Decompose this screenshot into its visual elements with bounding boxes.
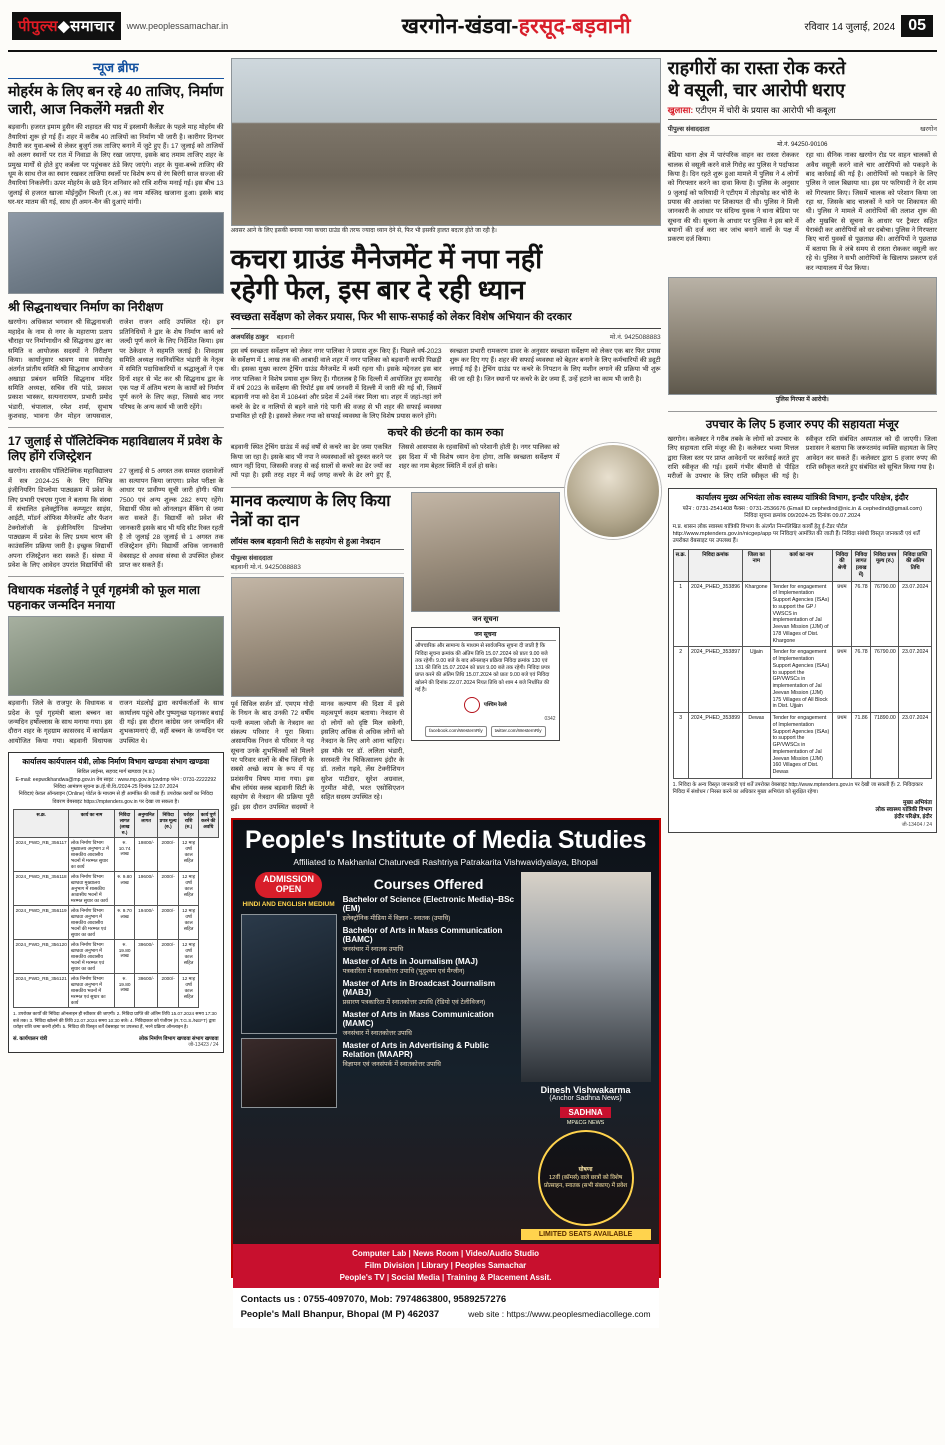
course-subtitle: जनसंचार में स्नातक उपाधि [342, 946, 404, 954]
pwd-line3: निविदाएं केवल ऑनलाइन (Online) पोर्टल के माध्यम से ही आमंत्रित की जाती हैं। उपरोक्त कार्यों का निविदा विवरण वेबसाइट https://mptenders.gov.in पर देखा जा सकता है। [18, 791, 213, 805]
ad-contact-phone[interactable]: Contacts us : 0755-4097070, Mob: 7974863800, 9589257276 [240, 1294, 507, 1306]
pwd-header-cell-6: कार्य पूर्ण करने की अवधि [198, 810, 218, 838]
phed-cell-work: Tender for engagement of Implementation Support Agencies (ISAs) to support the GP / VWSCS in implementation of Jal Jeevan Mission (JJM) of 178 Villages of Dist. Khargone [770, 581, 833, 647]
jan-suchna-body: औपचारिक और सामान्य के माध्यम से सार्वजनिक सूचना दी जाती है कि निविदा सूचना क्रमांक की अंतिम तिथि 15.07.2024 को प्रातः 9.00 बजे तक रहेगी। 9.00 बजे के बाद ऑनलाइन प्रक्रिया निविदा क्रमांक 130 एवं 131 की तिथि 15.07.2024 को प्रातः 9.00 बजे तक रहेगी। निविदा प्रपत्र प्राप्त करने की अंतिम तिथि 15.07.2024 को प्रातः 9.00 बजे एवं निविदा खोलने की दिनांक 22.07.2024 नियत तिथि को शाम 4 बजे निर्धारित की गई है। [415, 643, 550, 693]
phed-cell-no: 2024_PHED_353896 [688, 581, 742, 647]
right-body-col2: रहा था। सैनिक नाका खरगोन रोड पर वाहन चालकों से अवैध वसूली करने वाले चार आरोपियों को पकड़ने के बाद कार्रवाई की गई है। आरोपियों को पकड़ने के लिए पुलिस ने जाल बिछाया था। इस पर फरियादी ने देर शाम को गिरफ्तार किए। जिसमें चालक को परेशान किया जा रहा था, जिसके बाद चालकों ने थाने पर शिकायत की थी। पुलिस ने मामले में आरोपियों की तलाश शुरू की और मुखबिर से सूचना के आधार पर ट्रैक्टर सहित घेराबंदी कर आरोपियों को धर दबोचा। पुलिस ने गिरफ्तार किए चारों युवकों से पूछताछ की। आरोपियों ने पूछताछ में बताया कि वे लंबे समय से रास्ता रोककर वसूली कर रहे थे। पुलिस ने सभी आरोपियों के खिलाफ प्रकरण दर्ज कर न्यायालय में पेश किया। [805, 152, 937, 272]
limited-seats-badge: LIMITED SEATS AVAILABLE [521, 1229, 651, 1240]
phed-header-cell-1: निविदा क्रमांक [688, 549, 742, 581]
phed-header-cell-3: कार्य का नाम [770, 549, 833, 581]
pwd-cell-fee: 2000/- [157, 906, 178, 940]
garbage-photo-caption: अवसर आने के लिए इसकी बनाया गया कचरा ग्राउंड की तरफ ज्यादा ध्यान देने से, फिर भी इसकी हालत बदतर होते जा रही है। [230, 228, 497, 234]
logo-left-text: पीपुल्स [18, 18, 59, 35]
phed-office-line3: निविदा सूचना क्रमांक 09/2024-25 दिनांक 09.07.2024 [744, 513, 861, 520]
pwd-cell-emd: 12 माह वर्षा काल सहित [179, 872, 199, 906]
pwd-subtitle: सिविल लाईन्स, सहयद मार्ग खण्डवा (म.प्र.) [76, 769, 155, 776]
masthead-date-area [805, 15, 933, 37]
eye-byline-mobile: मो.नं. 9425088883 [250, 563, 301, 571]
phed-sign1: मुख्य अभियंता [903, 799, 932, 806]
pwd-cell-sn: 2024_PWD_RB_356120 [14, 940, 69, 974]
course-subtitle: प्रसारण पत्रकारिता में स्नातकोत्तर उपाधि (रेडियो एवं टेलीविजन) [342, 999, 486, 1007]
pwd-cell-fee: 2000/- [157, 838, 178, 872]
ad-affiliation: Affiliated to Makhanlal Chaturvedi Rashtriya Patrakarita Vishwavidyalaya, Bhopal [293, 857, 598, 868]
phed-intro: म.प्र. शासन लोक स्वास्थ्य यांत्रिकी विभाग के अंतर्गत निम्नलिखित कार्यों हेतु ई-टेंडर पोर्टल http://www.mptenders.gov.in/nicgep/app पर निविदाएं आमंत्रित की जाती हैं। निविदा संबंधी विस्तृत जानकारी एवं शर्तें उपरोक्त वेबसाइट पर उपलब्ध हैं। [672, 523, 920, 545]
right-headline-line1: राहगीरों का रास्ता रोक करते [667, 58, 846, 78]
page-number: 05 [901, 15, 933, 37]
masthead-website: www.peoplessamachar.in [126, 21, 229, 31]
course-item-3 [343, 979, 515, 1006]
ad-website[interactable]: web site : https://www.peoplesmediacollege.com [468, 1308, 651, 1319]
phed-cell-no: 2024_PHED_353897 [688, 647, 742, 713]
facilities-line2: Film Division | Library | Peoples Samachar [364, 1261, 527, 1271]
waste-sorting-photo [565, 443, 661, 539]
main-headline-line2: रहेगी फेल, इस बार दे रही ध्यान [230, 274, 525, 305]
left-story4-body: बड़वानी। जिले के राजपुर के विधायक व प्रदेश के पूर्व गृहमंत्री बाला बच्चन का जन्मदिन हर्षोल्लास के साथ मनाया गया। इस दौरान शहर के गृहग्राम कासरवद में कार्यक्रम आयोजित किया गया। बड़वानी विधायक राजन मंडलोई द्वारा कार्यकर्ताओं के साथ कार्यालय पहुंचे और पुष्पगुच्छ पहनाकर बधाई दी गई। इस दौरान कांग्रेस जन जन्मदिन की शुभकामनाएं दी, वहीं बच्चन के जन्मदिन पर उपस्थित थे। [8, 700, 224, 745]
right-story2-body: खरगोन। कलेक्टर ने गरीब तबके के लोगों को उपचार के लिए सहायता राशि मंजूर की है। कलेक्टर भव्या मित्तल द्वारा जिला स्तर पर प्राप्त आवेदनों पर कार्रवाई करते हुए राशि स्वीकृत की गई। इसमें गंभीर बीमारी से पीड़ित मरीजों के उपचार के लिए राशि स्वीकृत की गई है। स्वीकृत राशि संबंधित अस्पताल को दी जाएगी। जिला प्रशासन ने बताया कि जरूरतमंद व्यक्ति सहायता के लिए आवेदन कर सकते हैं। कलेक्टर द्वारा 5 हजार रुपए की राशि स्वीकृत करते हुए संबंधित को सूचित किया गया है। [667, 436, 937, 481]
campus-photo [241, 914, 337, 1034]
phed-cell-cost: 71.86 [851, 713, 871, 779]
course-name: Master of Arts in Journalism (MAJ) [342, 957, 478, 967]
facilities-line3: People's TV | Social Media | Training & Placement Assit. [339, 1273, 552, 1283]
right-story2-headline: उपचार के लिए 5 हजार रुपए की सहायता मंजूर [705, 418, 899, 431]
pwd-table-header-row [14, 810, 219, 838]
center-body-col2: बड़वानी स्थित ट्रेचिंग ग्राउंड में कई वर्षों से कचरे का ढेर जमा एकत्रित किया जा रहा है। इसके बाद भी नपा ने व्यवस्थाओं को दुरुस्त करने पर ध्यान नहीं दिया, जिसकी वजह से कई सालों से कचरे का ढेर ज्यों का त्यों पड़ा है। इसी तरह शहर में कई जगह कचरे के ढेर लगे हुए हैं, जिससे आसपास के रहवासियों को परेशानी होती है। नगर पालिका को इस दिशा में भी विशेष ध्यान देना होगा, ताकि स्वच्छता सर्वेक्षण में शहर का नाम बेहतर स्थिति में दर्ज हो सके। [230, 444, 560, 480]
phed-sign3: इंदौर परिक्षेत्र, इंदौर [894, 814, 932, 821]
course-item-1 [343, 926, 515, 953]
pwd-header-cell-2: निविदा लागत (लाख रु.) [114, 810, 135, 838]
phed-cell-date: 23.07.2024 [899, 647, 932, 713]
railway-social [415, 726, 555, 736]
pwd-notes: 1. उपरोक्त कार्यों की निविदा ऑनलाइन ही स्वीकार की जाएगी। 2. निविदा प्राप्ति की अंतिम तिथि 15.07.2024 समय 17:30 बजे तक। 3. निविदा खोलने की तिथि 22.07.2024 समय 10:30 बजे। 4. निविदाकार को पंजीयन (R.T.G.S./NEFT) द्वारा धरोहर राशि जमा करनी होगी। 5. निविदा की विस्तृत शर्तें वेबसाइट पर उपलब्ध हैं, भरने प्रक्रिया ऑनलाइन है। [13, 1011, 217, 1030]
pwd-header-cell-5: धरोहर राशि (रु.) [179, 810, 199, 838]
left-story1-body: बड़वानी। हजरत इमाम हुसैन की शहादत की याद में इस्लामी कैलेंडर के पहले माह मोहर्रम की तैयारियां शुरू हो गई हैं। शहर में करीब 40 ताजियों का निर्माण भी जारी है। कारीगर दिनभर तैयारी कर युवा-बच्चे से लेकर बुजुर्ग तक ताजिए बनाने में जुटे हुए हैं। 17 जुलाई को ताजियों को अलग स्थानों पर रात में निवाडा के लिए रखा जाएगा, इसके बाद तमाम ताजिए शहर के प्रमुख मार्गों से होते हुए कर्बला पर पहुंचकर ठंडे किए जाएंगे। शहर के युवा-बच्चे ताजिए की धूम के साथ रोज का स्थान रखकर ताजिया स्थलों पर विशेष रूप से रंग बिरंगी साज सज्जा की तैयारियां निकलेगी। ऊपर मोहर्रम के छठे दिन शनिवार को रात्रि शरीफ मनाई गई। इस बीच 13 जुलाई से हजरत खाजा मोईनुद्दीन चिश्ती (र.अ.) का नाम मस्जिद खजाना हुआ। इसके बाद घर-घर मातम की गई, साथ ही अमन-चैन की दुआएं मांगी। [8, 124, 224, 207]
accused-photo [668, 277, 937, 395]
eye-story-subheadline: लॉयंस क्लब बड़वानी सिटी के सहयोग से हुआ नेत्रदान [231, 536, 405, 550]
phed-cell-work: Tender for engagement of Implementation Support Agencies (ISAs) to support the GP/VWSCs in implementation of Jal Jeevan Mission (JJM) 175 Villages of All Block in Dist. Ujjain [770, 647, 833, 713]
phed-office-line2: फोन : 0731-2541408 फैक्स : 0731-2536676 (Email ID cephedind@nic.in & cephedind@gmail.com) [682, 506, 922, 513]
phed-cell-cat: प्रथम [833, 713, 852, 779]
admission-label: ADMISSION [263, 874, 315, 885]
phed-cell-sn: 2 [673, 647, 688, 713]
pwd-cell-cost: रु. 9.80 लाख [114, 872, 135, 906]
course-item-2 [343, 957, 515, 975]
right-byline [668, 124, 937, 136]
pwd-code: जी-13423 / 24 [188, 1042, 219, 1049]
facilities-line1: Computer Lab | News Room | Video/Audio Studio [352, 1249, 540, 1259]
edition-title [402, 12, 631, 40]
ad-contact [233, 1288, 659, 1327]
logo-right-text: समाचार [70, 18, 115, 35]
edition-title-part2: हरसूद-बड़वानी [518, 15, 631, 38]
pwd-cell-est: 39600/- [135, 974, 158, 1008]
pwd-cell-est: 19600/- [135, 872, 158, 906]
pwd-line2: निविदा आमंत्रण सूचना क्र./ई.पी.वि./2024-25 दिनांक 12.07.2024 [53, 783, 179, 790]
phed-table-header-row [673, 549, 931, 581]
birthday-photo [8, 616, 224, 696]
eye-byline-place: बड़वानी [230, 563, 249, 571]
anchor-channel: SADHNA [560, 1107, 610, 1118]
news-brief-heading: न्यूज ब्रीफ [8, 58, 224, 79]
phed-notes: 1. निविदा के अन्य विस्तृत जानकारी एवं शर्तें उपरोक्त वेबसाइट http://www.mptenders.gov.in पर देखी जा सकती हैं। 2. निविदाकार निविदा में संशोधन / निरस्त करने का अधिकार मुख्य अभियंता को सुरक्षित रहेगा। [672, 781, 923, 795]
ad-facilities [233, 1244, 659, 1288]
center-subsection-heading: कचरे की छंटनी का काम रुका [387, 427, 504, 440]
pwd-tender-table [13, 809, 219, 1008]
phed-cell-dist: Khargone [742, 581, 770, 647]
ad-title: People's Institute of Media Studies [245, 826, 647, 855]
pwd-header-cell-4: निविदा प्रपत्र मूल्य (रु.) [157, 810, 178, 838]
ad-address: People's Mall Bhanpur, Bhopal (M P) 462037 [240, 1308, 440, 1320]
course-subtitle: पत्रकारिता में स्नातकोत्तर उपाधि (भूदृश्यम एवं मैग्जीन) [342, 968, 465, 976]
pwd-cell-work: लोक निर्माण विभाग खण्डवा अनुभाग में शासकीय भवनों में मरम्मत एवं सुधार का कार्य [69, 974, 114, 1008]
course-subtitle: जनसंचार में स्नातकोत्तर उपाधि [342, 1030, 412, 1038]
pwd-header-cell-1: कार्य का नाम [69, 810, 114, 838]
phed-header-cell-6: निविदा प्रपत्र मूल्य (रु.) [871, 549, 899, 581]
pwd-cell-cost: रु. 9.70 लाख [114, 906, 135, 940]
accused-photo-caption: पुलिस गिरफ्त में आरोपी। [775, 396, 829, 403]
phed-table-body [673, 581, 931, 778]
phed-signature [673, 800, 932, 822]
phed-office-line1: कार्यालय मुख्य अभियंता लोक स्वास्थ्य यांत्रिकी विभाग, इन्दौर परिक्षेत्र, इंदौर [696, 492, 909, 502]
anchor-role: (Anchor Sadhna News) [549, 1095, 622, 1103]
pwd-cell-est: 39600/- [135, 940, 158, 974]
phed-sign2: लोक स्वास्थ्य यांत्रिकी विभाग [875, 807, 932, 814]
admission-badge [255, 872, 322, 898]
jan-suchna-title: जन सूचना [472, 615, 499, 623]
pwd-cell-work: लोक निर्माण विभाग खण्डवा मुख्यालय अनुभाग में शासकीय आवासीय भवनों में मरम्मत सुधार का कार्य [69, 872, 114, 906]
eye-byline-name: पीपुल्स संवाददाता [230, 554, 273, 562]
center-byline-place: बड़वानी [276, 333, 295, 341]
eye-story-byline [231, 553, 405, 574]
table-row [673, 647, 931, 713]
anchor-channel-sub: MP&CG NEWS [566, 1120, 605, 1127]
table-row [14, 906, 219, 940]
ghoshna-title: घोषणा [578, 1166, 593, 1173]
phed-cell-fee: 76790.00 [871, 581, 899, 647]
pwd-cell-est: 19800/- [135, 838, 158, 872]
table-row [14, 940, 219, 974]
pwd-title: कार्यालय कार्यपालन यंत्री, लोक निर्माण विभाग खण्डवा संभाग खण्डवा [22, 757, 210, 767]
left-story3-body: खरगोन। शासकीय पॉलिटेक्निक महाविद्यालय में सत्र 2024-25 के लिए विभिन्न इंजीनियरिंग डिप्लोमा पाठ्यक्रम में प्रवेश के लिए प्रभारी एचएस गुप्ता ने बताया कि संस्था में संचालित इलेक्ट्रॉनिक कम्प्यूटर साइंस, आईटी, मॉडर्न ऑफिस मैनेजमेंट और फैशन टेक्नोलॉजी के इंजीनियरिंग डिप्लोमा पाठ्यक्रम में प्रवेश के लिए प्रथम चरण की काउंसलिंग प्रक्रिया जारी है। इच्छुक विद्यार्थी अपना रजिस्ट्रेशन करा सकते हैं। संस्था में प्रवेश के लिए आवेदन उपरांत विद्यार्थियों की 27 जुलाई से 5 अगस्त तक समस्त दस्तावेजों का सत्यापन किया जाएगा। प्रवेश परीक्षा के आधार पर प्रावीण्य सूची जारी होगी। फीस 7500 एवं अन्य शुल्क 282 रुपए रहेंगे। विद्यार्थी फीस को ऑनलाइन बैंकिंग से जमा करा सकते हैं। विद्यार्थी को प्रवेश की जानकारी इसके बाद भी यदि सीट रिक्त रहती है तो जुलाई 28 जुलाई से 1 अगस्त तक रजिस्ट्रेशन होंगे। विद्यार्थी अधिक जानकारी वेबसाइट से अथवा संस्था से उपस्थित होकर प्राप्त कर सकते हैं। [8, 468, 224, 570]
anchor-name: Dinesh Vishwakarma [540, 1085, 631, 1096]
studio-photo [241, 1038, 337, 1108]
pwd-signature [13, 1034, 219, 1042]
center-byline [231, 332, 661, 344]
pwd-cell-cost: रु. 10.74 लाख [114, 838, 135, 872]
pwd-cell-cost: रु. 19.80 लाख [114, 940, 135, 974]
railway-emblem-icon [464, 697, 480, 713]
table-row [14, 872, 219, 906]
edition-title-part1: खरगोन-खंडवा- [401, 15, 519, 38]
eye-story-body: पूर्व सिविल सर्जन डॉ. एमएम गोदी के निधन के बाद उनकी 72 वर्षीय पत्नी कमला जोशी के नेत्रदान का संकल्प परिवार ने पूरा किया। असामयिक निधन से परिवार ने यह सूचना उनके शुभचिंतकों को मिलने पर परिवार वालों के बीच जिंदगी के सबसे अच्छे काम के रूप में यह प्रशंसनीय विषय माना गया। इस बीच लॉयंस क्लब बड़वानी सिटी के सहयोग से नेत्रदान की प्रक्रिया पूरी हुई। इस दौरान उपस्थित सदस्यों ने मानव कल्याण की दिशा में इसे महत्वपूर्ण कदम बताया। नेत्रदान से दो लोगों को दृष्टि मिल सकेगी, इसलिए अधिक से अधिक लोगों को नेत्रदान के लिए आगे आना चाहिए। इस मौके पर डॉ. ललिता भंडारी, सरस्वती नेत्र चिकित्सालय इंदौर के डॉ. तलोत गढ़वे, लेंस टेक्नीशियन सुरेश पाटीदार, सुरेश अग्रवाल, गुरमीत मोदी, भरत एसोसिएशन सहित सदस्य उपस्थित रहे। [230, 700, 405, 811]
pwd-cell-emd: 12 माह वर्षा काल सहित [179, 838, 199, 872]
jan-suchna-box [411, 627, 559, 741]
phed-cell-no: 2024_PHED_353899 [688, 713, 742, 779]
pwd-cell-fee: 2000/- [157, 974, 178, 1008]
eye-donation-photo-2 [411, 492, 559, 612]
twitter-link[interactable]: twitter.com/WesternRly [491, 726, 546, 736]
jan-suchna-heading: जन सूचना [415, 631, 555, 641]
course-list [343, 895, 515, 1068]
left-story2-body: खरगोन। अधिकाश भगवान श्री सिद्धनाथजी महादेव के नाम से नगर के महाराणा प्रताप चौराहा पर निर्माणाधीन श्री सिद्धनाथ द्वार का समिति व आयोजक सदस्यों ने निरीक्षण किया। कार्यानुसार श्रावण मास समारोह अंतर्गत प्रांतीय समिति श्री सिद्धनाथ आयोजन अखाड़ा प्रबंधन समिति सिद्धनाथ मंदिर समिति अध्यक्ष, सचिव रवि पांडे, प्रकाश प्रकाश भास्कर, सत्यनारायण, प्रभारी प्रमोद भंडारी, चंपालाल, रमेश शर्मा, सुभाष कुशवाह, भावना जैन मोहन जायसवाल, राजेश राजन आदि उपस्थित रहे। इन प्रतिनिधियों ने द्वार के शेष निर्माण कार्य को जल्दी पूर्ण करने के लिए निर्देशित किया। इस पर ठेकेदार ने सहमति जताई है। शिवदास समिति अध्यक्ष नवनिर्वाचित भंडारी के नेतृत्व में समिति पदाधिकारियों व श्रद्धालुओं ने एक दिनों शहर से भेंट कर श्री सिद्धनाथ द्वार के एक पक्ष में अंतिम चरण के कार्यों को निर्माण पूर्ण करने के लिए कहा, जिससे बाद नगर परिषद के अन्य कार्य भी जारी रहेंगे। [8, 319, 224, 421]
institute-advertisement[interactable] [231, 818, 661, 1320]
open-label: OPEN [275, 884, 302, 895]
phed-cell-sn: 3 [673, 713, 688, 779]
course-name: Master of Arts in Broadcast Journalism (MABJ) [342, 979, 496, 998]
phed-cell-fee: 71890.00 [871, 713, 899, 779]
pwd-header-cell-3: अनुमानित लागत [135, 810, 158, 838]
table-row [14, 974, 219, 1008]
phed-cell-dist: Ujjain [742, 647, 770, 713]
center-byline-name: अजयसिंह ठाकुर [230, 333, 269, 341]
right-headline-line2: थे वसूली, चार आरोपी धराए [667, 79, 845, 100]
phed-header-cell-0: स.क्र. [673, 549, 688, 581]
pwd-cell-work: लोक निर्माण विभाग मुख्यालय अनुभाग 2 में शासकीय आवासीय भवनों में मरम्मत सुधार का कार्य [69, 838, 114, 872]
facebook-link[interactable]: facebook.com/WesternRly [425, 726, 487, 736]
right-byline-place: खरगोन [920, 126, 937, 134]
ad-medium: HINDI AND ENGLISH MEDIUM [242, 900, 335, 908]
course-item-5 [343, 1041, 515, 1068]
pwd-line1: E-mail: eepwdkhandwa@mp.gov.in वेब साइट : www.mp.gov.in/pwdmp फोन : 0731-2222292 [15, 776, 217, 783]
left-story1-headline: मोहर्रम के लिए बन रहे 40 ताजिए, निर्माण जारी, आज निकलेंगे मन्नती शेर [8, 84, 224, 119]
phed-tender-table [673, 549, 932, 779]
pwd-tender-notice [8, 752, 224, 1053]
pwd-cell-sn: 2024_PWD_RB_356119 [14, 906, 69, 940]
pwd-cell-emd: 12 माह वर्षा काल सहित [179, 940, 199, 974]
garbage-ground-photo [231, 58, 661, 226]
main-subheadline: स्वच्छता सर्वेक्षण को लेकर प्रयास, फिर भी साफ-सफाई को लेकर विशेष अभियान की दरकार [231, 310, 661, 329]
center-byline-mobile: मो.नं. 9425088883 [609, 333, 661, 341]
railway-notice-number: 0342 [544, 716, 556, 723]
center-column [231, 58, 661, 1438]
left-story3-headline: 17 जुलाई से पॉलिटेक्निक महाविद्यालय में प्रवेश के लिए होंगे रजिस्ट्रेशन [8, 434, 222, 464]
inspection-photo [8, 212, 224, 294]
masthead [8, 6, 937, 52]
course-name: Bachelor of Science (Electronic Media)–BSc (EM) [342, 895, 515, 914]
phed-tender-notice [668, 488, 937, 833]
table-row [673, 713, 931, 779]
right-byline-name: पीपुल्स संवाददाता [667, 126, 710, 134]
pwd-sign-left: सं. कार्यपालन यंत्री [13, 1036, 48, 1043]
pwd-cell-emd: 12 माह वर्षा काल सहित [179, 906, 199, 940]
phed-cell-cat: प्रथम [833, 647, 852, 713]
course-name: Master of Arts in Advertising & Public Relation (MAAPR) [342, 1041, 489, 1060]
pwd-cell-emd: 12 माह वर्षा काल सहित [179, 974, 199, 1008]
center-body-col1: इस वर्ष स्वच्छता सर्वेक्षण को लेकर नगर पालिका ने प्रयास शुरू किए हैं। पिछले वर्ष-2023 के सर्वेक्षण में 1 लाख तक की आबादी वाले शहर में नगर पालिका को बड़वानी काफी पिछड़ी थी। इसका मुख्य कारण ट्रेचिंग ग्राउंड मैनेजमेंट में कमी रहना थी। इसके मद्देनजर इस बार नगर पालिका ने विशेष प्रयास शुरू किए हैं। गौरतलब है कि दिल्ली में आयोजित हुए समारोह में वर्ष 2023 के सर्वेक्षण की रिपोर्ट इस वर्ष जनवरी में दिल्ली में जारी की गई थी, जिसमें बड़वानी नपा को देश में 1084वां और प्रदेश में 24वें नंबर मिला था। शहर में जहां-तहां लगे कचरे के ढेर व नालियों से बहने वाले गंदे पानी की वजह से भी शहर की सफाई व्यवस्था प्रभावित हो रही है। इसको लेकर नपा को सफाई व्यवस्था के लिए विशेष प्रयास करने होंगे। [230, 347, 442, 421]
phed-header-cell-5: निविदा लागत (लाख में) [851, 549, 871, 581]
railway-name: पश्चिम रेलवे [483, 701, 507, 708]
course-subtitle: विज्ञापन एवं जनसंपर्क में स्नातकोत्तर उपाधि [342, 1061, 441, 1069]
pwd-cell-fee: 2000/- [157, 940, 178, 974]
table-row [14, 838, 219, 872]
phed-cell-date: 23.07.2024 [899, 581, 932, 647]
phed-cell-cat: प्रथम [833, 581, 852, 647]
main-headline-line1: कचरा ग्राउंड मैनेजमेंट में नपा नहीं [230, 243, 542, 274]
phed-header-cell-4: निविदा की श्रेणी [833, 549, 852, 581]
course-name: Master of Arts in Mass Communication (MAMC) [342, 1010, 494, 1029]
phed-cell-sn: 1 [673, 581, 688, 647]
center-body-col2-top: स्वच्छता प्रभारी रामकरण डावर के अनुसार स्वच्छता सर्वेक्षण को लेकर एक बार फिर प्रयास शुरू कर दिए गए हैं। शहर की सफाई व्यवस्था को बेहतर बनाने के लिए कर्मचारियों की ड्यूटी लगाई गई है। ट्रेचिंग ग्राउंड पर कचरे के निपटान के लिए मशीन लगाने की प्रक्रिया भी शुरू की जा रही है। जिन स्थानों पर कचरे के ढेर जमा हैं, उन्हें हटाने का काम भी जारी है। [449, 347, 661, 383]
pwd-cell-est: 19400/- [135, 906, 158, 940]
course-item-4 [343, 1010, 515, 1037]
eye-donation-photo [231, 577, 405, 697]
phed-cell-cost: 76.78 [851, 647, 871, 713]
phed-header-cell-7: निविदा प्राप्ति की अंतिम तिथि [899, 549, 932, 581]
pwd-header-cell-0: स.क्र. [14, 810, 69, 838]
right-kicker [668, 105, 937, 120]
pwd-table-body [14, 838, 219, 1008]
left-column [8, 58, 224, 1438]
right-byline-mobile: मो.नं. 94250-90106 [777, 141, 828, 149]
phed-cell-dist: Dewas [742, 713, 770, 779]
pwd-cell-work: लोक निर्माण विभाग खण्डवा अनुभाग में शासकीय आवासीय भवनों में मरम्मत एवं सुधार का कार्य [69, 940, 114, 974]
phed-code: जी-13404 / 24 [901, 821, 932, 828]
pwd-cell-work: लोक निर्माण विभाग खण्डवा अनुभाग में शासकीय आवासीय भवनों की मरम्मत एवं सुधार का कार्य [69, 906, 114, 940]
pwd-cell-sn: 2024_PWD_RB_356121 [14, 974, 69, 1008]
pwd-cell-fee: 2000/- [157, 872, 178, 906]
anchor-photo [521, 872, 651, 1082]
course-name: Bachelor of Arts in Mass Communication (BAMC) [342, 926, 503, 945]
masthead-logo [12, 12, 228, 40]
phed-cell-date: 23.07.2024 [899, 713, 932, 779]
right-body-col1: बेडिया थाना क्षेत्र में पारंपरिक वाहन का रास्ता रोककर चालक से वसूली करने वाले गिरोह का पुलिस ने पर्दाफाश किया है। दिन रहते शुरू हुआ मामले में पुलिस ने 4 लोगों को गिरफ्तार करने का दावा किया है। पुलिस के अनुसार 9 जुलाई को फरियादी ने एटीएम में तोड़फोड़ कर चोरी के प्रयास की आशंका पर शिकायत दी थी। पुलिस ने मिली जानकारी के आधार पर संदिग्ध युवक ने थाना बेडिया पर सूचना की थी। सूचना के आधार पर पुलिस ने इस बारे में बयानों की दर्ज करा कर जांच बनाने वालों के पक्ष में प्रकरण दर्ज किया। [667, 152, 799, 244]
kicker-text: एटीएम में चोरी के प्रयास का आरोपी भी कबूला [695, 105, 836, 116]
issue-date: रविवार 14 जुलाई, 2024 [804, 22, 896, 33]
phed-cell-fee: 76790.00 [871, 647, 899, 713]
pwd-cell-sn: 2024_PWD_RB_356117 [14, 838, 69, 872]
railway-logo [415, 697, 555, 713]
ghoshna-circle [538, 1130, 634, 1226]
phed-cell-work: Tender for engagement of Implementation Support Agencies (ISAs) to support the GP/VWSCs in implementation of Jal Jeevan Mission (JJM) 160 Villages of Dist. Dewas [770, 713, 833, 779]
left-story2-headline: श्री सिद्धनाथचार निर्माण का निरीक्षण [8, 300, 163, 315]
pwd-cell-cost: रु. 19.80 लाख [114, 974, 135, 1008]
course-item-0 [343, 895, 515, 922]
phed-header-cell-2: जिला का नाम [742, 549, 770, 581]
phed-cell-cost: 76.78 [851, 581, 871, 647]
logo-box: पीपुल्स◆समाचार [12, 12, 121, 40]
courses-offered-heading: Courses Offered [373, 876, 484, 893]
pwd-sign-right: लोक निर्माण विभाग खण्डवा संभाग खण्डवा [139, 1036, 219, 1043]
ghoshna-text: 12वीं (कॉमर्स) वाले छात्रों को विशेष प्रोत्साहन, स्नातक (सभी संकाय) में प्रवेश [544, 1175, 628, 1190]
right-column [668, 58, 937, 1438]
eye-story-headline: मानव कल्याण के लिए किया नेत्रों का दान [230, 492, 391, 530]
kicker-label: खुलासा: [667, 105, 694, 116]
page-columns [8, 58, 937, 1438]
left-story4-headline: विधायक मंडलोई ने पूर्व गृहमंत्री को फूल माला पहनाकर जन्मदिन मनाया [8, 583, 200, 613]
course-subtitle: इलेक्ट्रॉनिक मीडिया में विज्ञान - स्नातक (उपाधि) [342, 915, 451, 923]
pwd-cell-sn: 2024_PWD_RB_356118 [14, 872, 69, 906]
table-row [673, 581, 931, 647]
